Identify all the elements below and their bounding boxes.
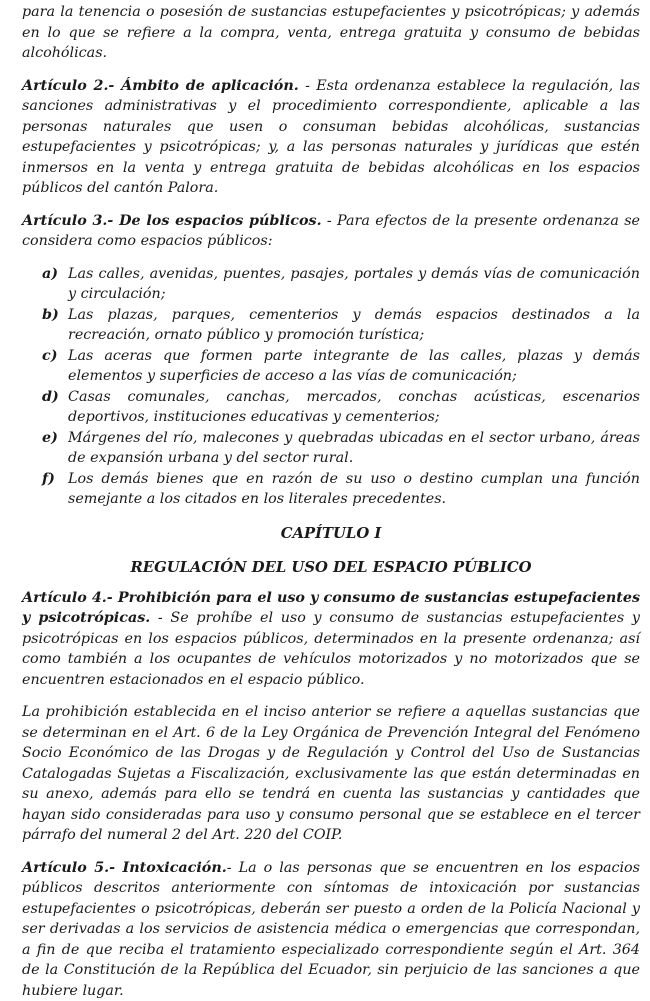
article-3	[22, 211, 640, 252]
list-item	[22, 428, 640, 469]
list-item-text: Márgenes del río, malecones y quebradas ubicadas en el sector urbano, áreas de expansión urbana y del sector rural.	[68, 428, 640, 469]
chapter-title: REGULACIÓN DEL USO DEL ESPACIO PÚBLICO	[22, 558, 640, 579]
list-item-text: Casas comunales, canchas, mercados, conchas acústicas, escenarios deportivos, instituciones educativas y cementerios;	[68, 387, 640, 428]
article-3-body: - Para efectos de la presente ordenanza se considera como espacios públicos:	[22, 213, 640, 250]
list-item-marker: e)	[22, 428, 68, 469]
article-2-body: - Esta ordenanza establece la regulación, las sanciones administrativas y el procedimiento correspondiente, aplicable a las personas naturales que usen o consuman bebidas alcohólicas, sustancias estupefacientes y psicotrópicas; y, a las personas naturales y jurídicas que estén inmersos en la venta y entrega gratuita de bebidas alcohólicas en los espacios públicos del cantón Palora.	[22, 78, 640, 197]
chapter-number: CAPÍTULO I	[22, 524, 640, 545]
list-item-marker: a)	[22, 264, 68, 305]
article-4-heading: Artículo 4.- Prohibición para el uso y consumo de sustancias estupefacientes y psicotrópicas.	[22, 590, 640, 627]
article-5-body: - La o las personas que se encuentren en los espacios públicos descritos anteriormente con síntomas de intoxicación por sustancias estupefacientes o psicotrópicas, deberán ser puesto a orden de la Policía Nacional y ser derivadas a los servicios de asistencia médica o emergencias que correspondan, a fin de que reciba el tratamiento especializado correspondiente según el Art. 364 de la Constitución de la República del Ecuador, sin perjuicio de las sanciones a que hubiere lugar.	[22, 860, 640, 999]
article-3-heading: Artículo 3.- De los espacios públicos.	[22, 213, 322, 229]
list-item-text: Las calles, avenidas, puentes, pasajes, portales y demás vías de comunicación y circulación;	[68, 264, 640, 305]
list-item	[22, 387, 640, 428]
list-item-text: Las aceras que formen parte integrante de las calles, plazas y demás elementos y superficies de acceso a las vías de comunicación;	[68, 346, 640, 387]
list-item	[22, 305, 640, 346]
intro-paragraph: para la tenencia o posesión de sustancias estupefacientes y psicotrópicas; y además en lo que se refiere a la compra, venta, entrega gratuita y consumo de bebidas alcohólicas.	[22, 2, 640, 64]
list-item	[22, 469, 640, 510]
public-spaces-list	[22, 264, 640, 510]
article-5-heading: Artículo 5.- Intoxicación.	[22, 860, 227, 876]
list-item-marker: f)	[22, 469, 68, 510]
article-2	[22, 76, 640, 199]
article-5	[22, 858, 640, 1001]
article-2-heading: Artículo 2.- Ámbito de aplicación.	[22, 78, 299, 94]
list-item-marker: d)	[22, 387, 68, 428]
list-item-text: Las plazas, parques, cementerios y demás espacios destinados a la recreación, ornato público y promoción turística;	[68, 305, 640, 346]
list-item-text: Los demás bienes que en razón de su uso o destino cumplan una función semejante a los citados en los literales precedentes.	[68, 469, 640, 510]
list-item	[22, 346, 640, 387]
article-4-paragraph-2: La prohibición establecida en el inciso anterior se refiere a aquellas sustancias que se determinan en el Art. 6 de la Ley Orgánica de Prevención Integral del Fenómeno Socio Económico de las Drogas y de Regulación y Control del Uso de Sustancias Catalogadas Sujetas a Fiscalización, exclusivamente las que están determinadas en su anexo, además para ello se tendrá en cuenta las sustancias y cantidades que hayan sido consideradas para uso y consumo personal que se establece en el tercer párrafo del numeral 2 del Art. 220 del COIP.	[22, 702, 640, 846]
article-4-body: - Se prohíbe el uso y consumo de sustancias estupefacientes y psicotrópicas en los espacios públicos, determinados en la presente ordenanza; así como también a los ocupantes de vehículos motorizados y no motorizados que se encuentren estacionados en el espacio público.	[22, 610, 640, 688]
article-4	[22, 588, 640, 691]
list-item-marker: c)	[22, 346, 68, 387]
list-item	[22, 264, 640, 305]
list-item-marker: b)	[22, 305, 68, 346]
